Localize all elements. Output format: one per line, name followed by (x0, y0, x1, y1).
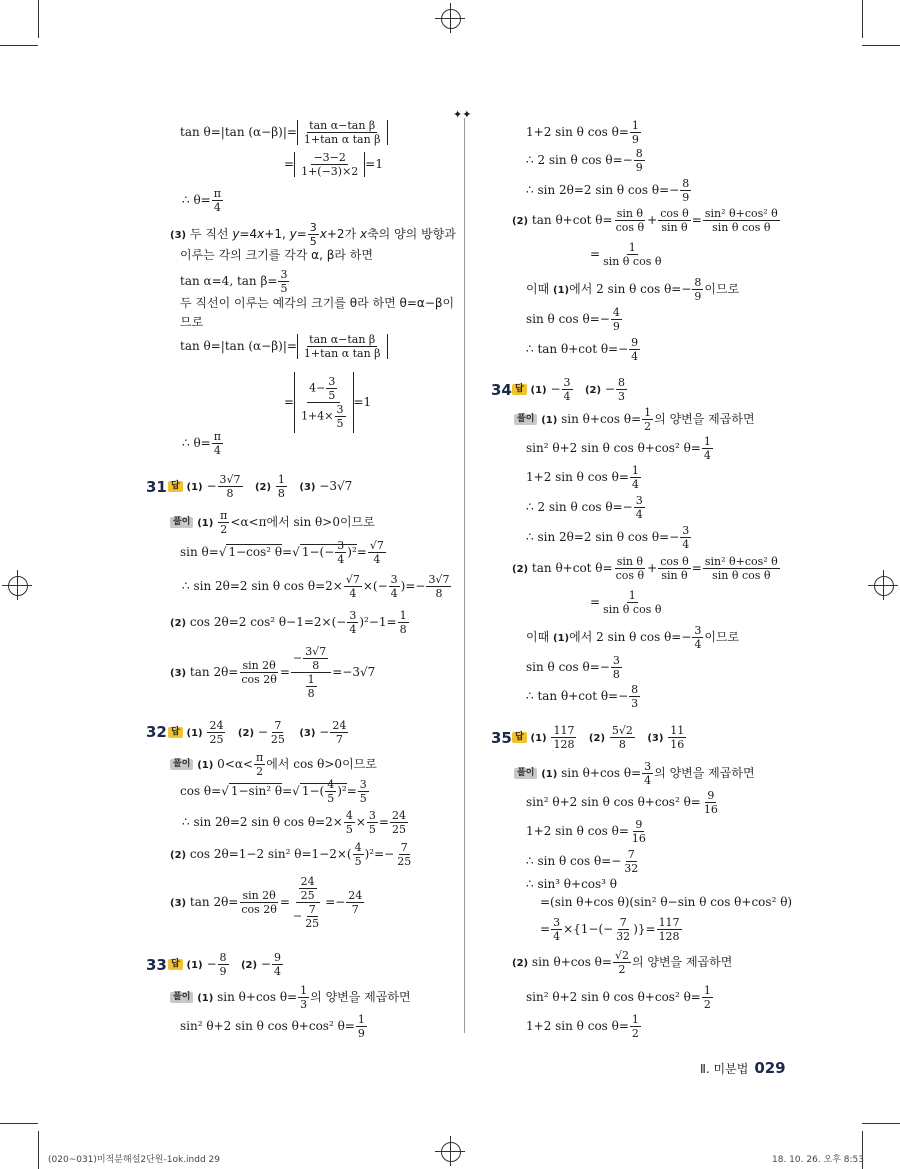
equation-line: sin² θ+2 sin θ cos θ+cos² θ= $\frac{1}{9}$ (180, 1013, 365, 1040)
equation-line: 1+2 sin θ cos θ= $\frac{1}{2}$ (526, 1013, 639, 1040)
solution-row: 풀이 (1) 0<α< $\frac{\pi}{2}$ 에서 cos θ>0이므로 (170, 752, 377, 777)
equation-line: ∴ θ= $\frac{\pi}{4}$ (182, 430, 221, 457)
registration-mark (435, 3, 465, 33)
solution-badge: 풀이 (170, 759, 193, 770)
answer-badge: 답 (168, 959, 183, 970)
page-footer (700, 1059, 786, 1077)
equation-line: sin θ=√ 1−cos² θ=√ 1−(− $\frac{3}{4}$ )²= $\frac{√7}{4}$ (180, 539, 384, 566)
answer-row: 답 (1) − $\frac{3√7}{8}$ (2) $\frac{1}{8}$ (3) −3√7 (168, 474, 352, 499)
print-timestamp: 18. 10. 26. 오후 8:53 (772, 1155, 864, 1165)
text-line: (3) 두 직선 y=4x+1, y= $\frac{3}{5}$ x+2가 x축의 양의 방향과 (170, 221, 456, 248)
text-line: 이때 (1)에서 2 sin θ cos θ=− $\frac{8}{9}$ 이므로 (526, 276, 740, 303)
crop-line (862, 1123, 900, 1124)
registration-mark (435, 1136, 465, 1166)
text-line: 이때 (1)에서 2 sin θ cos θ=− $\frac{3}{4}$ 이므로 (526, 624, 740, 651)
crop-line (862, 0, 863, 38)
equation-line: ∴ θ= $\frac{\pi}{4}$ (182, 187, 221, 214)
answer-badge: 답 (168, 481, 183, 492)
equation-line: sin² θ+2 sin θ cos θ+cos² θ= $\frac{1}{2}$ (526, 984, 711, 1011)
crop-line (38, 1131, 39, 1169)
equation-line: ∴ 2 sin θ cos θ=− $\frac{3}{4}$ (526, 494, 643, 521)
equation-line: ∴ sin θ cos θ=− $\frac{7}{32}$ (526, 848, 639, 875)
solution-row: 풀이 (1) sin θ+cos θ= $\frac{1}{2}$ 의 양변을 제곱하면 (514, 407, 755, 432)
solution-badge: 풀이 (170, 517, 193, 528)
equation-line: tan θ=|tan (α−β)|= $\frac{\text{tan α−tan β}}{\text{1+tan α tan β}}$ (180, 120, 388, 145)
solution-badge: 풀이 (170, 992, 193, 1003)
solution-row: 풀이 (1) sin θ+cos θ= $\frac{3}{4}$ 의 양변을 제곱하면 (514, 761, 755, 786)
registration-mark (2, 570, 32, 600)
answer-badge: 답 (512, 384, 527, 395)
equation-line: sin θ cos θ=− $\frac{4}{9}$ (526, 306, 620, 333)
equation-line: 1+2 sin θ cos θ= $\frac{1}{4}$ (526, 464, 639, 491)
equation-line: =(sin θ+cos θ)(sin² θ−sin θ cos θ+cos² θ) (540, 895, 793, 909)
solution-row: 풀이 (1) $\frac{\pi}{2}$ <α<π에서 sin θ>0이므로 (170, 510, 375, 535)
crop-line (38, 0, 39, 38)
equation-line: = $\frac{1}{\text{sin θ cos θ}}$ (590, 589, 662, 616)
equation-line: sin² θ+2 sin θ cos θ+cos² θ= $\frac{1}{4}$ (526, 435, 711, 462)
equation-line: tan θ=|tan (α−β)|= $\frac{\text{tan α−tan β}}{\text{1+tan α tan β}}$ (180, 334, 388, 359)
solution-badge: 풀이 (514, 414, 537, 425)
equation-line: (3) tan 2θ= $\frac{\sin 2\theta}{\cos 2\theta}$ = $\frac{24}{25}$ − $\frac{7}{25}$ =− $\frac{24}{7}$ (170, 875, 363, 930)
answer-badge: 답 (512, 732, 527, 743)
question-number: 35 (491, 729, 512, 747)
solution-badge: 풀이 (514, 768, 537, 779)
equation-line: (2) tan θ+cot θ= $\frac{\text{sin θ}}{\text{cos θ}}$ + $\frac{\text{cos θ}}{\text{sin θ}}$ = $\frac{\text{sin² θ+cos² θ}}{\text{sin θ cos θ}}$ (512, 555, 778, 582)
equation-line: (2) sin θ+cos θ= $\frac{√2}{2}$ 의 양변을 제곱하면 (512, 949, 733, 976)
equation-line: ∴ tan θ+cot θ=− $\frac{9}{4}$ (526, 336, 639, 363)
question-number: 34 (491, 381, 512, 399)
text-line: 이루는 각의 크기를 각각 α, β라 하면 (180, 248, 373, 262)
question-number: 32 (146, 723, 167, 741)
answer-row: 답 (1) $\frac{24}{25}$ (2) − $\frac{7}{25}$ (3) − $\frac{24}{7}$ (168, 720, 349, 745)
equation-line: cos θ=√ 1−sin² θ=√ 1−( $\frac{4}{5}$ )²= $\frac{3}{5}$ (180, 778, 367, 805)
equation-line: = $\frac{-3-2}{1+(-3)\times 2}$ =1 (284, 151, 383, 178)
text-line: 므로 (180, 315, 204, 329)
equation-line: ∴ sin³ θ+cos³ θ (526, 877, 618, 891)
crop-line (0, 1123, 38, 1124)
equation-line: = $\frac{1}{\text{sin θ cos θ}}$ (590, 241, 662, 268)
equation-line: ∴ sin 2θ=2 sin θ cos θ=2× $\frac{√7}{4}$ ×(− $\frac{3}{4}$ )=− $\frac{3√7}{8}$ (182, 573, 450, 600)
equation-line: (3) tan 2θ= $\frac{\sin 2\theta}{\cos 2\theta}$ = − $\frac{3√7}{8}$ $\frac{1}{8}$ =−3√7 (170, 645, 376, 700)
answer-row: 답 (1) − $\frac{3}{4}$ (2) − $\frac{8}{3}$ (512, 377, 628, 402)
equation-line: tan α=4, tan β= $\frac{3}{5}$ (180, 268, 288, 295)
divider-ornament-icon: ✦✦ (453, 108, 472, 121)
equation-line: sin² θ+2 sin θ cos θ+cos² θ= $\frac{9}{16}$ (526, 789, 718, 816)
equation-line: 1+2 sin θ cos θ= $\frac{9}{16}$ (526, 818, 646, 845)
question-number: 31 (146, 478, 167, 496)
registration-mark (868, 570, 898, 600)
file-slug: (020~031)미적분해설2단원-1ok.indd 29 (48, 1155, 221, 1165)
equation-line: = 4− $\frac{3}{5}$ 1+4× $\frac{3}{5}$ =1 (284, 372, 371, 433)
equation-line: sin θ cos θ=− $\frac{3}{8}$ (526, 654, 620, 681)
question-number: 33 (146, 956, 167, 974)
equation-line: ∴ sin 2θ=2 sin θ cos θ=− $\frac{8}{9}$ (526, 177, 690, 204)
answer-row: 답 (1) − $\frac{8}{9}$ (2) − $\frac{9}{4}$ (168, 952, 284, 977)
answer-badge: 답 (168, 727, 183, 738)
equation-line: (2) cos 2θ=1−2 sin² θ=1−2×( $\frac{4}{5}$ )²=− $\frac{7}{25}$ (170, 841, 412, 868)
crop-line (0, 45, 38, 46)
section-title: Ⅱ. 미분법 (700, 1062, 749, 1076)
equation-line: ∴ 2 sin θ cos θ=− $\frac{8}{9}$ (526, 147, 643, 174)
crop-line (862, 45, 900, 46)
column-divider (464, 118, 465, 1033)
solution-row: 풀이 (1) sin θ+cos θ= $\frac{1}{3}$ 의 양변을 제곱하면 (170, 985, 411, 1010)
text-line: 두 직선이 이루는 예각의 크기를 θ라 하면 θ=α−β이 (180, 296, 455, 310)
equation-line: 1+2 sin θ cos θ= $\frac{1}{9}$ (526, 119, 639, 146)
page-number: 029 (754, 1059, 786, 1077)
equation-line: (2) tan θ+cot θ= $\frac{\text{sin θ}}{\text{cos θ}}$ + $\frac{\text{cos θ}}{\text{sin θ}}$ = $\frac{\text{sin² θ+cos² θ}}{\text{sin θ cos θ}}$ (512, 207, 778, 234)
answer-row: 답 (1) $\frac{117}{128}$ (2) $\frac{5√2}{8}$ (3) $\frac{11}{16}$ (512, 725, 687, 750)
equation-line: ∴ tan θ+cot θ=− $\frac{8}{3}$ (526, 683, 639, 710)
equation-line: = $\frac{3}{4}$ ×{1−(− $\frac{7}{32}$ )}= $\frac{117}{128}$ (540, 916, 680, 943)
equation-line: ∴ sin 2θ=2 sin θ cos θ=2× $\frac{4}{5}$ × $\frac{3}{5}$ = $\frac{24}{25}$ (182, 809, 406, 836)
equation-line: (2) cos 2θ=2 cos² θ−1=2×(− $\frac{3}{4}$ )²−1= $\frac{1}{8}$ (170, 609, 407, 636)
equation-line: ∴ sin 2θ=2 sin θ cos θ=− $\frac{3}{4}$ (526, 524, 690, 551)
